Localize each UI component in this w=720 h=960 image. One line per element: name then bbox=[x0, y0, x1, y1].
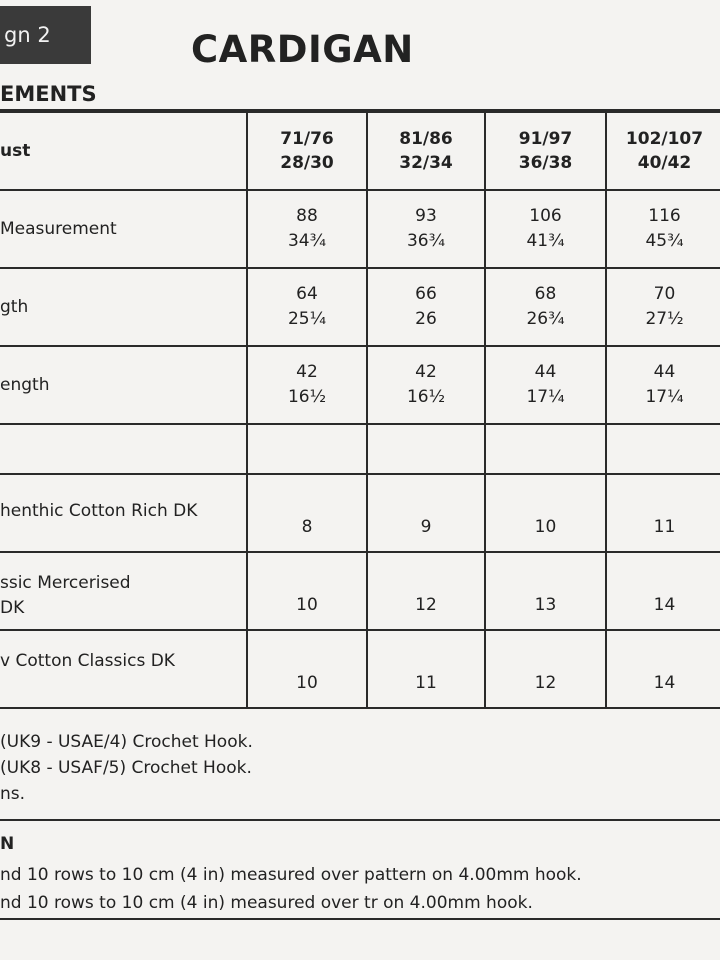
tension-heading: N bbox=[0, 834, 15, 854]
yarn-row bbox=[0, 630, 720, 708]
yarn-label: v Cotton Classics DK bbox=[0, 630, 247, 708]
page-title: CARDIGAN bbox=[191, 28, 414, 71]
yarn-quantity: 9 bbox=[367, 474, 485, 552]
row-label: Measurement bbox=[0, 190, 247, 268]
yarn-row bbox=[0, 474, 720, 552]
yarn-label: henthic Cotton Rich DK bbox=[0, 474, 247, 552]
yarn-quantity: 10 bbox=[485, 474, 606, 552]
table-cell: 106 41¾ bbox=[485, 190, 606, 268]
tension-text bbox=[0, 861, 582, 917]
yarn-quantity: 11 bbox=[367, 630, 485, 708]
tension-divider bbox=[0, 819, 720, 821]
size-label: ust bbox=[0, 112, 247, 190]
table-row bbox=[0, 268, 720, 346]
note-line: (UK8 - USAF/5) Crochet Hook. bbox=[0, 758, 252, 778]
yarn-row bbox=[0, 552, 720, 630]
yarn-quantity: 14 bbox=[606, 552, 720, 630]
table-spacer-row bbox=[0, 424, 720, 474]
table-cell: 70 27½ bbox=[606, 268, 720, 346]
yarn-quantity: 8 bbox=[247, 474, 367, 552]
yarn-quantity: 14 bbox=[606, 630, 720, 708]
table-cell: 64 25¼ bbox=[247, 268, 367, 346]
yarn-quantity: 12 bbox=[485, 630, 606, 708]
yarn-quantity: 13 bbox=[485, 552, 606, 630]
table-cell: 44 17¼ bbox=[485, 346, 606, 424]
row-label: gth bbox=[0, 268, 247, 346]
note-line: (UK9 - USAE/4) Crochet Hook. bbox=[0, 732, 253, 752]
hook-notes bbox=[0, 729, 253, 807]
yarn-quantity: 11 bbox=[606, 474, 720, 552]
size-column-header: 102/107 40/42 bbox=[606, 112, 720, 190]
table-cell: 42 16½ bbox=[367, 346, 485, 424]
yarn-label: ssic Mercerised DK bbox=[0, 552, 247, 630]
design-number-tab: gn 2 bbox=[0, 6, 91, 64]
size-table bbox=[0, 111, 720, 709]
table-cell: 88 34¾ bbox=[247, 190, 367, 268]
table-cell: 66 26 bbox=[367, 268, 485, 346]
yarn-quantity: 10 bbox=[247, 552, 367, 630]
table-cell: 68 26¾ bbox=[485, 268, 606, 346]
tension-line: nd 10 rows to 10 cm (4 in) measured over pattern on 4.00mm hook. bbox=[0, 865, 582, 885]
tension-line: nd 10 rows to 10 cm (4 in) measured over tr on 4.00mm hook. bbox=[0, 893, 533, 913]
bottom-divider bbox=[0, 918, 720, 920]
note-line: ns. bbox=[0, 784, 26, 804]
table-row bbox=[0, 346, 720, 424]
table-cell: 44 17¼ bbox=[606, 346, 720, 424]
table-cell: 116 45¾ bbox=[606, 190, 720, 268]
table-header-row bbox=[0, 112, 720, 190]
yarn-quantity: 10 bbox=[247, 630, 367, 708]
size-column-header: 91/97 36/38 bbox=[485, 112, 606, 190]
table-cell: 93 36¾ bbox=[367, 190, 485, 268]
row-label: ength bbox=[0, 346, 247, 424]
table-cell: 42 16½ bbox=[247, 346, 367, 424]
yarn-quantity: 12 bbox=[367, 552, 485, 630]
table-row bbox=[0, 190, 720, 268]
size-column-header: 81/86 32/34 bbox=[367, 112, 485, 190]
measurements-heading: EMENTS bbox=[0, 82, 97, 106]
size-column-header: 71/76 28/30 bbox=[247, 112, 367, 190]
